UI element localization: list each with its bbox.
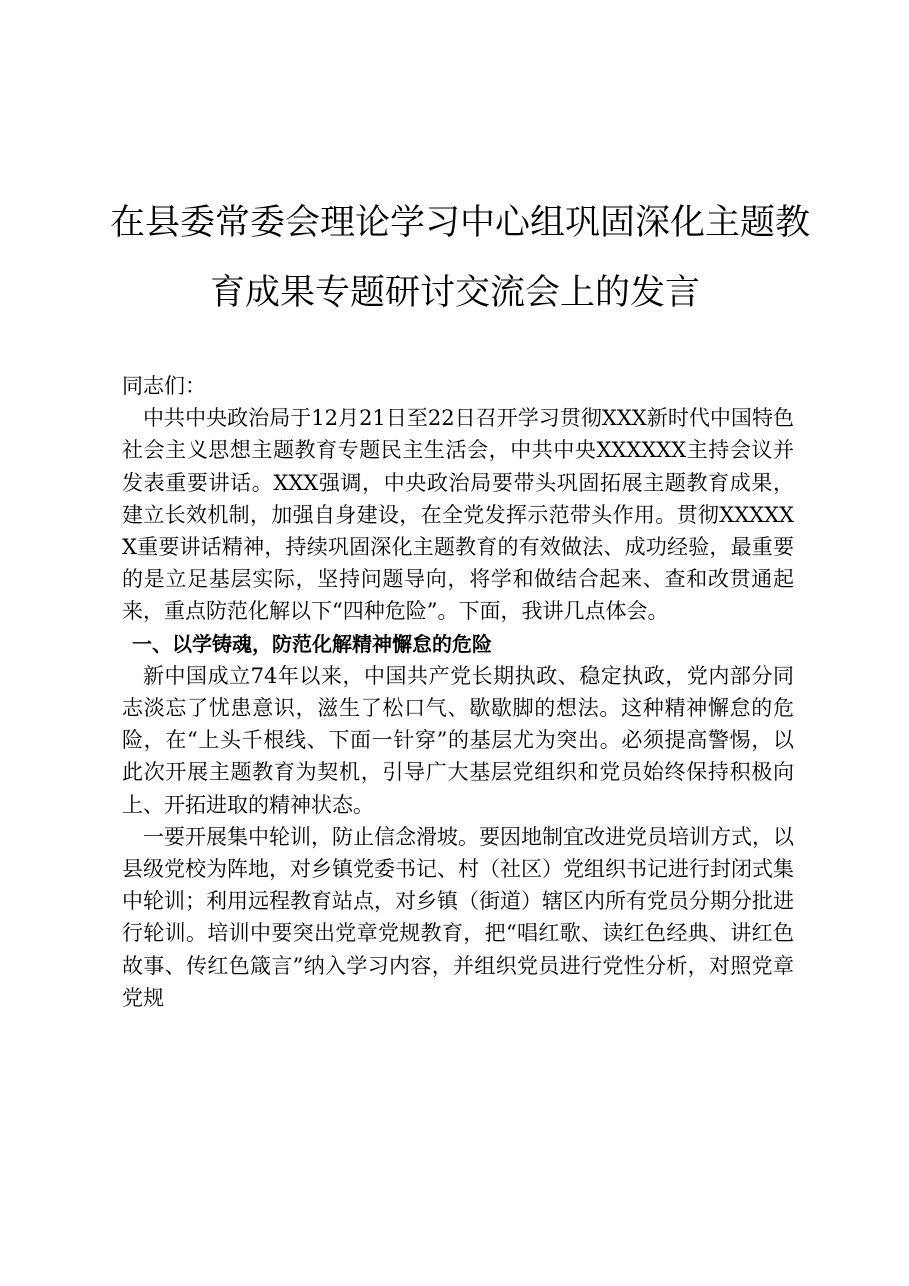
document-body (122, 370, 794, 1014)
section-1-paragraph-1: 新中国成立74年以来，中国共产党长期执政、稳定执政，党内部分同志淡忘了忧患意识，滋生了松口气、歇歇脚的想法。这种精神懈怠的危险，在“上头千根线、下面一针穿”的基层尤为突出。必须提高警惕，以此次开展主题教育为契机，引导广大基层党组织和党员始终保持积极向上、开拓进取的精神状态。 (122, 663, 794, 817)
title-line-2: 育成果专题研讨交流会上的发言 (209, 273, 700, 313)
document-title (110, 188, 811, 328)
section-1-paragraph-2: 一要开展集中轮训，防止信念滑坡。要因地制宜改进党员培训方式，以县级党校为阵地，对乡镇党委书记、村（社区）党组织书记进行封闭式集中轮训；利用远程教育站点，对乡镇（街道）辖区内所有党员分期分批进行轮训。培训中要突出党章党规教育，把“唱红歌、读红色经典、讲红色故事、传红色箴言”纳入学习内容，并组织党员进行党性分析，对照党章党规 (122, 824, 794, 1010)
intro-paragraph: 中共中央政治局于12月21日至22日召开学习贯彻XXX新时代中国特色社会主义思想主题教育专题民主生活会，中共中央XXXXXX主持会议并发表重要讲话。XXX强调，中央政治局要带头巩固拓展主题教育成果，建立长效机制，加强自身建设，在全党发挥示范带头作用。贯彻XXXXXX重要讲话精神，持续巩固深化主题教育的有效做法、成功经验，最重要的是立足基层实际，坚持问题导向，将学和做结合起来、查和改贯通起来，重点防范化解以下“四种危险”。下面，我讲几点体会。 (122, 406, 794, 624)
section-heading-1: 一、以学铸魂，防范化解精神懈怠的危险 (132, 631, 492, 656)
title-line-1: 在县委常委会理论学习中心组巩固深化主题教 (110, 203, 811, 243)
salutation: 同志们： (122, 374, 206, 398)
